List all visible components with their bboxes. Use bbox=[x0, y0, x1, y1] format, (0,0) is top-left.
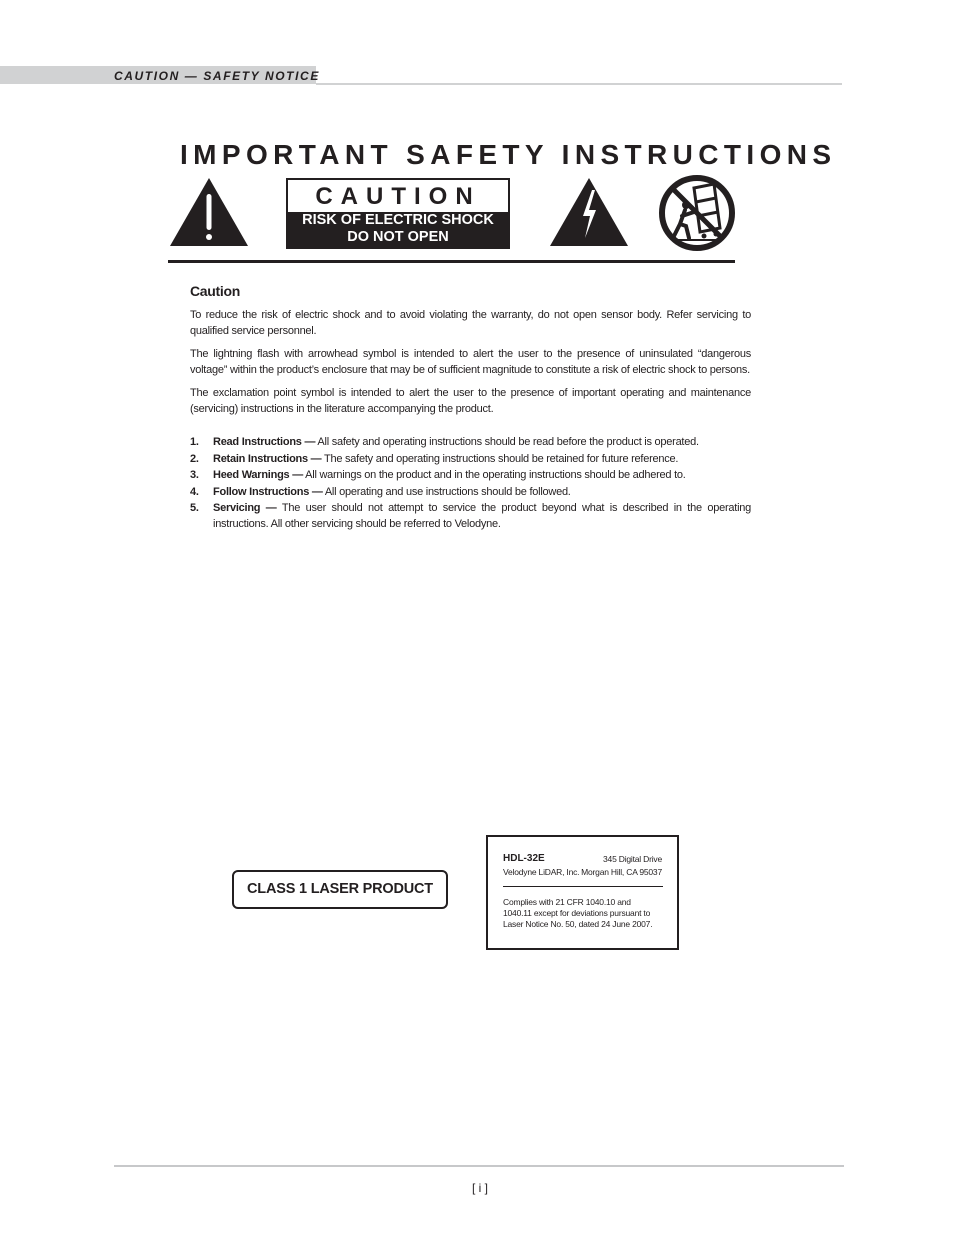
cert-company: Velodyne LiDAR, Inc. bbox=[503, 867, 580, 877]
list-item bbox=[190, 434, 751, 450]
caution-paragraph: To reduce the risk of electric shock and to avoid violating the warranty, do not open sensor body. Refer servicing to qualified service personnel. bbox=[190, 309, 751, 337]
list-item-number: 5. bbox=[190, 502, 199, 514]
caution-heading: Caution bbox=[190, 283, 241, 299]
laser-class-label: CLASS 1 LASER PRODUCT bbox=[232, 870, 448, 909]
lightning-triangle-icon bbox=[548, 176, 630, 248]
list-item-title: Heed Warnings — bbox=[213, 469, 303, 481]
safety-instructions-list bbox=[190, 434, 751, 533]
list-item-number: 1. bbox=[190, 436, 199, 448]
caution-line-1: RISK OF ELECTRIC SHOCK bbox=[302, 212, 494, 228]
cert-city: Morgan Hill, CA 95037 bbox=[581, 867, 662, 877]
list-item-text: All safety and operating instructions should be read before the product is operated. bbox=[315, 436, 699, 448]
list-item-title: Read Instructions — bbox=[213, 436, 316, 448]
caution-warning-label bbox=[286, 178, 510, 249]
list-item-number: 4. bbox=[190, 485, 199, 498]
page-number: [ i ] bbox=[471, 1181, 488, 1195]
list-item bbox=[190, 467, 751, 483]
cert-street: 345 Digital Drive bbox=[603, 854, 662, 864]
cert-model: HDL-32E bbox=[503, 853, 545, 864]
list-item bbox=[190, 500, 751, 532]
title-divider bbox=[168, 260, 735, 263]
caution-line-2: DO NOT OPEN bbox=[347, 229, 449, 245]
page-title: IMPORTANT SAFETY INSTRUCTIONS bbox=[180, 139, 837, 170]
list-item-title: Servicing — bbox=[213, 502, 277, 514]
caution-word: CAUTION bbox=[315, 183, 481, 210]
cart-tip-over-icon bbox=[658, 174, 736, 252]
list-item-title: Follow Instructions — bbox=[213, 485, 323, 498]
certification-label bbox=[486, 835, 679, 950]
caution-paragraph: The exclamation point symbol is intended to alert the user to the presence of important operating and maintenance (servicing) instructions in the literature accompanying the product. bbox=[190, 387, 751, 415]
list-item-text: The user should not attempt to service the product beyond what is described in the operating instructions. All other servicing should be referred to Velodyne. bbox=[213, 502, 751, 530]
footer-rule bbox=[114, 1165, 844, 1167]
section-header: CAUTION — SAFETY NOTICE bbox=[114, 69, 320, 83]
caution-paragraph: The lightning flash with arrowhead symbol is intended to alert the user to the presence of uninsulated “dangerous voltage” within the product’s enclosure that may be of sufficient magnitude to constitute a risk of electric shock to persons. bbox=[190, 348, 751, 376]
exclamation-triangle-icon bbox=[168, 176, 250, 248]
list-item-text: All operating and use instructions should be followed. bbox=[322, 485, 571, 498]
caution-shock-panel bbox=[288, 212, 508, 247]
list-item-text: All warnings on the product and in the operating instructions should be adhered to. bbox=[302, 469, 686, 481]
list-item-number: 3. bbox=[190, 469, 199, 481]
list-item-number: 2. bbox=[190, 452, 199, 465]
list-item bbox=[190, 451, 751, 467]
cert-compliance: Complies with 21 CFR 1040.10 and 1040.11 except for deviations pursuant to Laser Notice No. 50, dated 24 June 2007. bbox=[503, 897, 653, 929]
list-item bbox=[190, 484, 751, 500]
list-item-text: The safety and operating instructions should be retained for future reference. bbox=[321, 452, 679, 465]
list-item-title: Retain Instructions — bbox=[213, 452, 322, 465]
cert-divider bbox=[503, 886, 663, 887]
header-rule bbox=[316, 83, 842, 85]
